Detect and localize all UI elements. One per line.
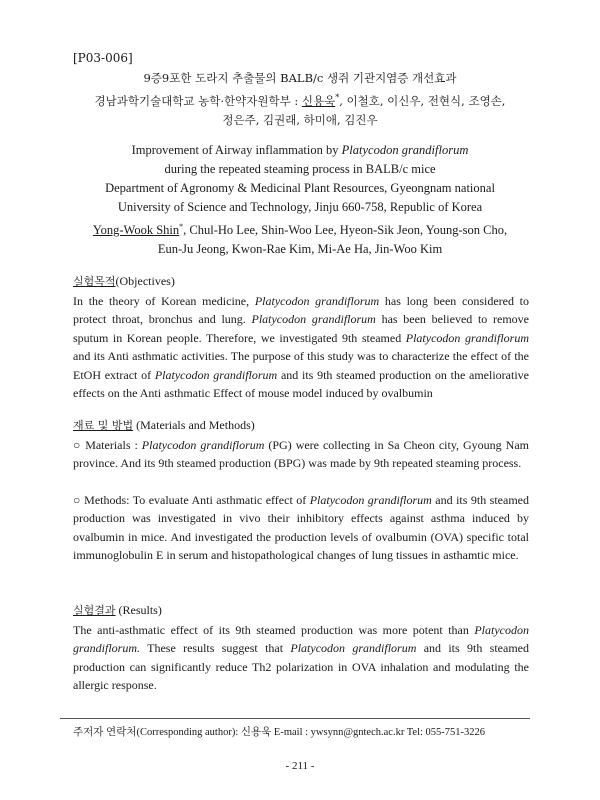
materials-section <box>73 416 529 565</box>
footer-divider <box>60 718 530 719</box>
objectives-section <box>73 272 529 403</box>
species-name: Platycodon grandiflorum <box>254 293 380 308</box>
department-line1: Department of Agronomy & Medicinal Plant Resources, Gyeongnam national <box>105 181 495 195</box>
corresponding-author: 주저자 연락처(Corresponding author): 신용욱 E-mail : ywsynn@gntech.ac.kr Tel: 055-751-3226 <box>73 727 486 738</box>
materials-heading-ko: 재료 및 방법 <box>73 419 134 432</box>
results-heading-ko: 실험결과 <box>73 604 116 617</box>
english-main-author: Yong-Wook Shin <box>92 223 180 238</box>
objectives-text: and its 9th steamed production on the ameliorative effects on the Anti asthmatic Effect of mouse model induced by ovalbumin <box>73 367 529 400</box>
korean-coauthors-1: , 이철호, 이신우, 전현식, 조영손, <box>339 93 506 108</box>
korean-header <box>60 69 540 130</box>
materials-heading-en: (Materials and Methods) <box>133 418 255 432</box>
species-name: Platycodon grandiflorum <box>251 312 376 326</box>
english-header <box>60 141 540 259</box>
korean-affiliation-authors <box>60 88 540 111</box>
objectives-heading-ko: 실험목적 <box>73 275 116 288</box>
korean-coauthors-2: 정은주, 김권래, 하미애, 김진우 <box>222 112 378 127</box>
results-text: The anti-asthmatic effect of its 9th steamed production was more potent than <box>73 622 475 637</box>
objectives-text: and its Anti asthmatic activities. The purpose of this study was to characterize the effect of the EtOH extract of <box>73 349 529 382</box>
poster-code: [P03-006] <box>73 51 133 65</box>
english-title-species: Platycodon grandiflorum <box>341 143 469 157</box>
english-authors-line2: Eun-Ju Jeong, Kwon-Rae Kim, Mi-Ae Ha, Jin-Woo Kim <box>157 242 443 257</box>
species-name: Platycodon grandiflorum <box>290 641 417 655</box>
english-title-line2: during the repeated steaming process in BALB/c mice <box>164 162 436 176</box>
methods-text: ○ Methods: To evaluate Anti asthmatic effect of <box>73 492 310 507</box>
korean-affiliation: 경남과학기술대학교 농학·한약자원학부 : <box>94 93 302 108</box>
page-number: - 211 - <box>285 760 315 772</box>
species-name: Platycodon grandiflorum <box>405 330 529 345</box>
korean-main-author: 신용욱 <box>301 93 336 108</box>
objectives-text: In the theory of Korean medicine, <box>73 293 255 308</box>
english-title-line1 <box>60 141 540 160</box>
english-coauthors-1: , Chul-Ho Lee, Shin-Woo Lee, Hyeon-Sik Jeon, Young-son Cho, <box>183 223 508 238</box>
species-name: Platycodon grandiflorum. <box>73 622 529 655</box>
species-name: Platycodon grandiflorum <box>154 367 278 382</box>
english-author-mark: * <box>179 222 184 231</box>
methods-paragraph <box>73 491 529 565</box>
results-text: and its 9th steamed production can significantly reduce Th2 polarization in OVA inhalation and modulating the allergic response. <box>73 641 529 692</box>
objectives-body <box>73 292 529 403</box>
materials-text: (PG) were collecting in Sa Cheon city, Gyoung Nam province. And its 9th steamed production (BPG) was made by 9th repeated steaming process. <box>73 437 529 470</box>
results-body <box>73 621 529 695</box>
department-line2: University of Science and Technology, Jinju 660-758, Republic of Korea <box>117 200 483 214</box>
species-name: Platycodon grandiflorum <box>141 437 265 452</box>
english-authors-line1 <box>60 217 540 240</box>
korean-author-mark: * <box>335 93 340 102</box>
species-name: Platycodon grandiflorum <box>309 492 432 507</box>
korean-title: 9증9포한 도라지 추출물의 BALB/c 생쥐 기관지염증 개선효과 <box>143 71 457 85</box>
materials-paragraph <box>73 436 529 473</box>
objectives-heading-en: (Objectives) <box>115 274 175 288</box>
results-heading <box>73 601 529 621</box>
materials-text: ○ Materials : <box>73 437 142 452</box>
methods-text: and its 9th steamed production was investigated in vivo their inhibitory effects against asthma induced by ovalbumin in mice. And investigated the production levels of ovalbumin (OVA) specific total immunoglobulin E in serum and histopathological changes of lung tissues in asthamtic mice. <box>73 492 529 562</box>
results-heading-en: (Results) <box>115 603 162 617</box>
english-title-text: Improvement of Airway inflammation by <box>131 143 342 157</box>
objectives-heading <box>73 272 529 292</box>
objectives-text: has been believed to remove sputum in Korean people. Therefore, we investigated 9th steamed <box>73 312 529 345</box>
materials-heading <box>73 416 529 436</box>
results-text: These results suggest that <box>140 641 291 655</box>
objectives-text: has long been considered to protect throat, bronchus and lung. <box>73 293 530 326</box>
results-section <box>73 601 529 695</box>
